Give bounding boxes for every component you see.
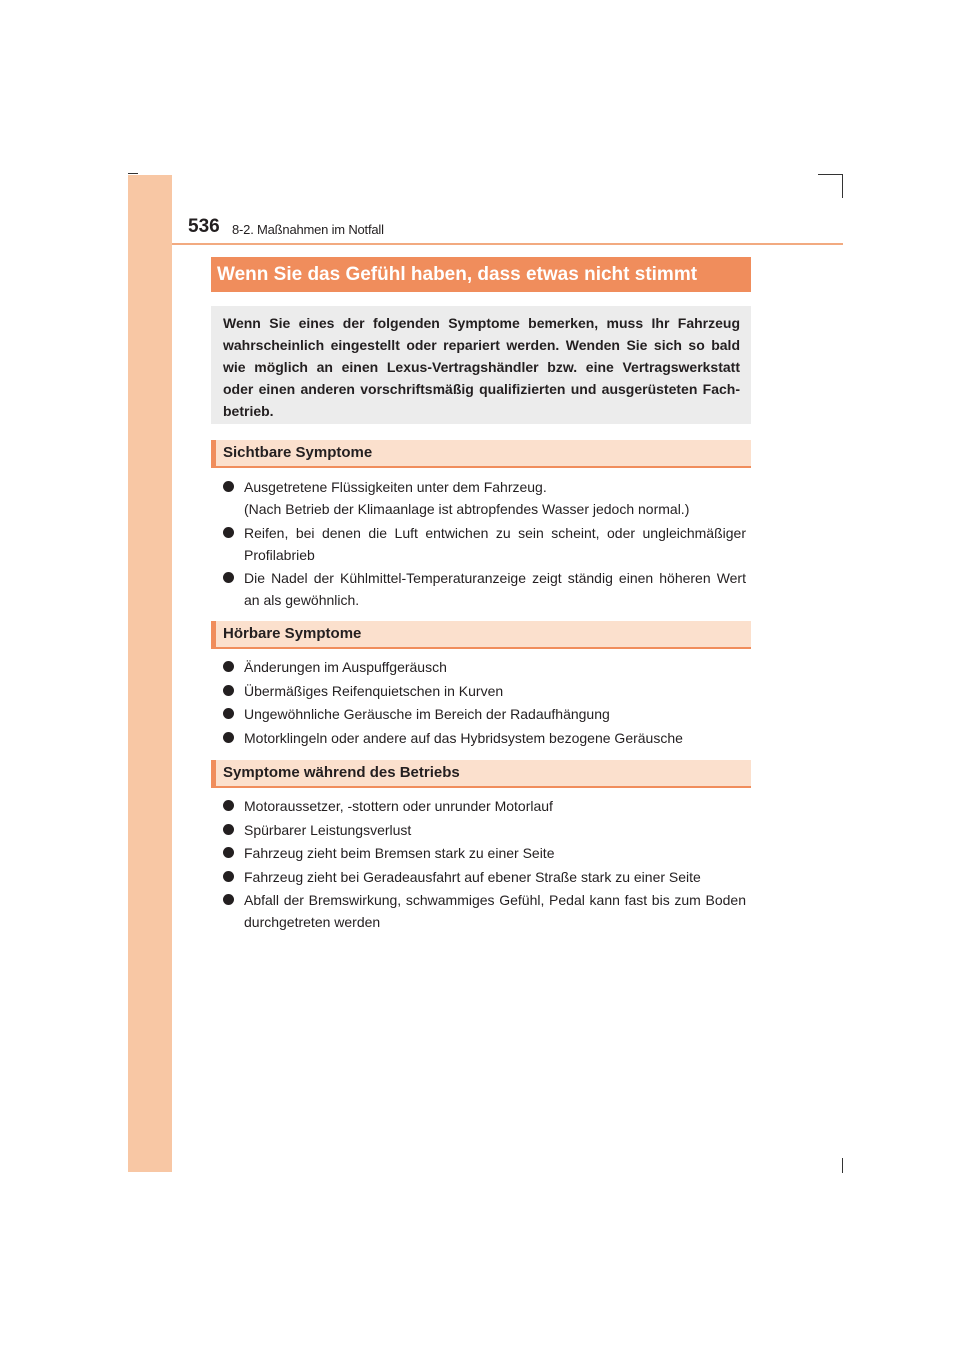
bullet-icon — [223, 847, 234, 858]
list-item: Motorklingeln oder andere auf das Hybridsystem bezogene Geräusche — [222, 727, 746, 749]
crop-mark-top-left — [128, 173, 138, 174]
crop-mark-top-right-v — [842, 174, 843, 198]
bullet-icon — [223, 527, 234, 538]
intro-box — [211, 306, 751, 424]
section-heading-visible-symptoms: Sichtbare Symptome — [211, 440, 751, 468]
list-item: Abfall der Bremswirkung, schwammiges Gefühl, Pedal kann fast bis zum Boden durchgetreten werden — [222, 889, 746, 933]
bullet-icon — [223, 732, 234, 743]
list-item: Ausgetretene Flüssigkeiten unter dem Fahrzeug. (Nach Betrieb der Klimaanlage ist abtropfendes Wasser jedoch normal.) — [222, 476, 746, 520]
list-item: Fahrzeug zieht bei Geradeausfahrt auf ebener Straße stark zu einer Seite — [222, 866, 746, 888]
list-audible-symptoms — [222, 656, 746, 750]
chapter-sidebar-tab — [128, 175, 172, 1172]
list-item: Motoraussetzer, -stottern oder unrunder Motorlauf — [222, 795, 746, 817]
bullet-icon — [223, 824, 234, 835]
list-item: Änderungen im Auspuffgeräusch — [222, 656, 746, 678]
bullet-icon — [223, 661, 234, 672]
list-item: Reifen, bei denen die Luft entwichen zu sein scheint, oder ungleichmäßiger Profilabrieb — [222, 522, 746, 566]
page-number: 536 — [188, 216, 220, 237]
bullet-icon — [223, 481, 234, 492]
list-visible-symptoms — [222, 476, 746, 613]
header-rule — [172, 243, 843, 245]
bullet-icon — [223, 572, 234, 583]
bullet-icon — [223, 800, 234, 811]
chapter-title: 8-2. Maßnahmen im Notfall — [232, 222, 384, 237]
crop-mark-bottom-right — [842, 1158, 843, 1173]
crop-mark-top-right-h — [818, 174, 843, 175]
list-item: Übermäßiges Reifenquietschen in Kurven — [222, 680, 746, 702]
page-title: Wenn Sie das Gefühl haben, dass etwas nicht stimmt — [211, 257, 751, 292]
bullet-icon — [223, 894, 234, 905]
list-item: Spürbarer Leistungsverlust — [222, 819, 746, 841]
list-driving-symptoms — [222, 795, 746, 935]
list-item: Fahrzeug zieht beim Bremsen stark zu einer Seite — [222, 842, 746, 864]
list-item: Die Nadel der Kühlmittel-Temperaturanzeige zeigt ständig einen höheren Wert an als gewöhnlich. — [222, 567, 746, 611]
bullet-icon — [223, 708, 234, 719]
bullet-icon — [223, 871, 234, 882]
list-item: Ungewöhnliche Geräusche im Bereich der Radaufhängung — [222, 703, 746, 725]
bullet-icon — [223, 685, 234, 696]
section-heading-audible-symptoms: Hörbare Symptome — [211, 621, 751, 649]
intro-text: Wenn Sie eines der folgenden Symptome bemerken, muss Ihr Fahrzeug wahrscheinlich eingestellt oder repariert werden. Wenden Sie sich so bald wie möglich an einen Lexus-Vertragshändler bzw. eine Vertragswerkstatt oder einen anderen vorschriftsmäßig qualifizierten und ausgerüsteten Fach-betrieb. — [223, 315, 740, 419]
section-heading-driving-symptoms: Symptome während des Betriebs — [211, 760, 751, 788]
